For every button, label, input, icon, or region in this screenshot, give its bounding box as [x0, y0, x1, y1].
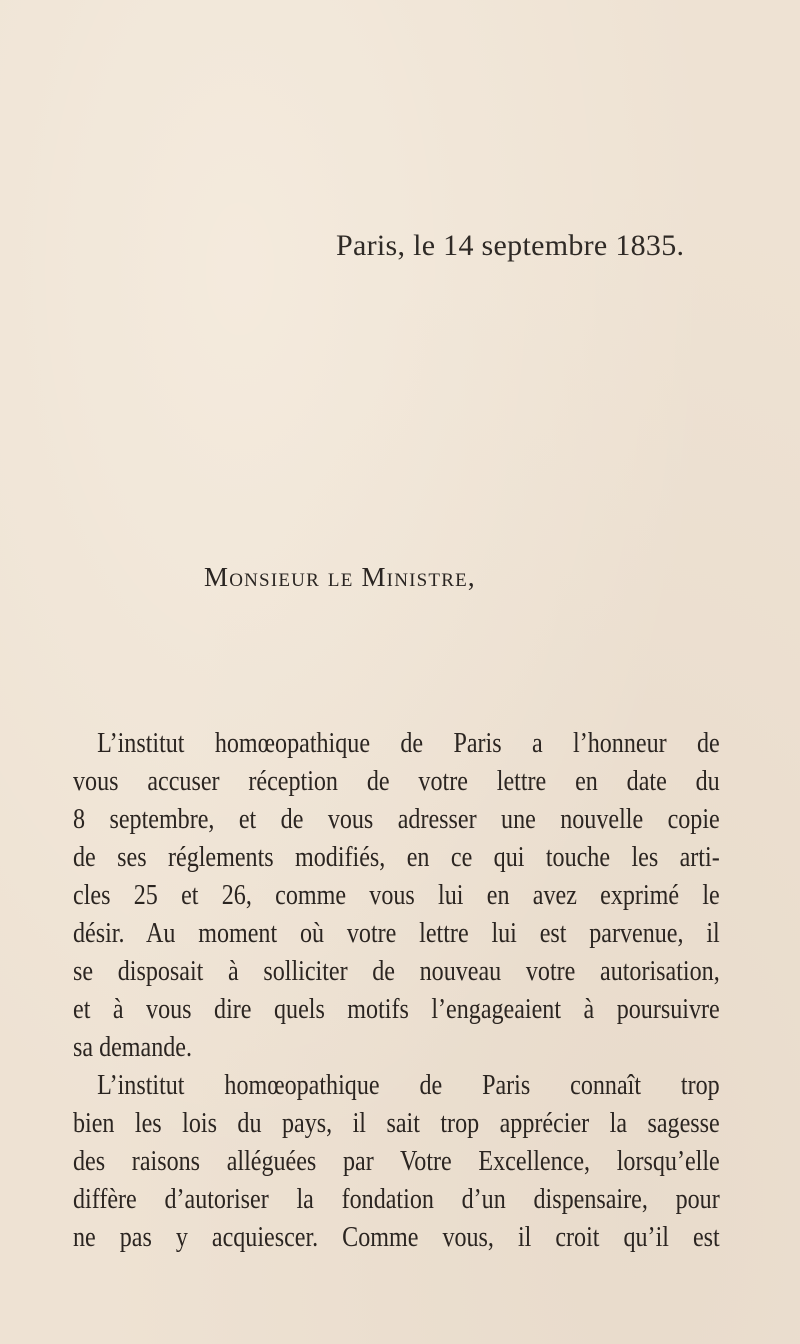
- paragraph-2-line-4: diffère d’autoriser la fondation d’un dispensaire, pour: [73, 1184, 720, 1215]
- paragraph-1-line-3: 8 septembre, et de vous adresser une nouvelle copie: [73, 804, 720, 835]
- paragraph-1-line-6: désir. Au moment où votre lettre lui est parvenue, il: [73, 918, 720, 949]
- letter-salutation: Monsieur le Ministre,: [204, 562, 476, 592]
- paragraph-1-line-5: cles 25 et 26, comme vous lui en avez exprimé le: [73, 880, 720, 911]
- paragraph-1-line-1: L’institut homœopathique de Paris a l’honneur de: [97, 728, 720, 759]
- paragraph-2-line-1: L’institut homœopathique de Paris connaît trop: [97, 1070, 720, 1101]
- paragraph-1-line-7: se disposait à solliciter de nouveau votre autorisation,: [73, 956, 720, 987]
- paragraph-1-line-4: de ses réglements modifiés, en ce qui touche les arti-: [73, 842, 720, 873]
- paragraph-2-line-2: bien les lois du pays, il sait trop apprécier la sagesse: [73, 1108, 720, 1139]
- letter-dateline: Paris, le 14 septembre 1835.: [336, 229, 685, 262]
- paragraph-2-line-5: ne pas y acquiescer. Comme vous, il croit qu’il est: [73, 1222, 720, 1253]
- letter-body: [73, 725, 720, 1257]
- paragraph-1-line-8: et à vous dire quels motifs l’engageaient à poursuivre: [73, 994, 720, 1025]
- paragraph-1-line-9: sa demande.: [73, 1032, 193, 1063]
- paragraph-1-line-2: vous accuser réception de votre lettre en date du: [73, 766, 720, 797]
- paragraph-2-line-3: des raisons alléguées par Votre Excellence, lorsqu’elle: [73, 1146, 720, 1177]
